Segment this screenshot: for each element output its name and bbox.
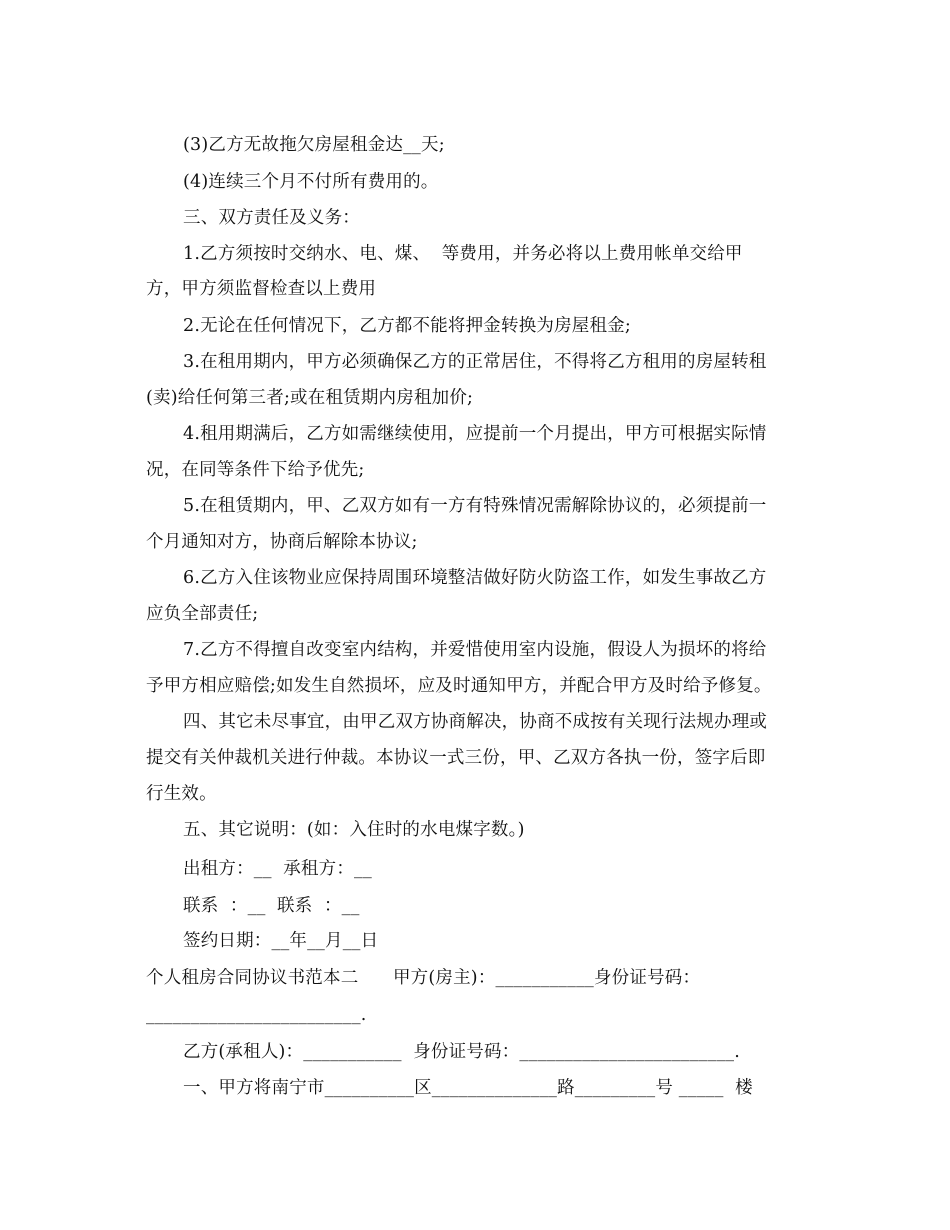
section-4-line-2: 提交有关仲裁机关进行仲裁。本协议一式三份，甲、乙双方各执一份，签字后即	[146, 748, 766, 768]
address-line: 一、甲方将南宁市__________区______________路_________号 _____ 楼	[183, 1078, 753, 1098]
duty-1-line-2: 方，甲方须监督检查以上费用	[146, 279, 377, 299]
contact-line: 联系 ：__ 联系 ：__	[183, 896, 360, 916]
duty-7-line-1: 7.乙方不得擅自改变室内结构，并爱惜使用室内设施，假设人为损坏的将给	[183, 640, 767, 660]
duty-5-line-1: 5.在租赁期内，甲、乙双方如有一方有特殊情况需解除协议的，必须提前一	[183, 496, 767, 516]
duty-7-line-2: 予甲方相应赔偿;如发生自然损坏，应及时通知甲方，并配合甲方及时给予修复。	[146, 676, 772, 696]
section-4-line-3: 行生效。	[146, 784, 217, 804]
section-5: 五、其它说明：(如：入住时的水电煤字数。)	[183, 820, 525, 840]
duty-1-line-1: 1.乙方须按时交纳水、电、煤、 等费用，并务必将以上费用帐单交给甲	[183, 244, 743, 264]
section-4-line-1: 四、其它未尽事宜，由甲乙双方协商解决，协商不成按有关现行法规办理或	[183, 712, 768, 732]
parties-line: 出租方：__ 承租方：__	[183, 859, 372, 879]
duty-2: 2.无论在任何情况下，乙方都不能将押金转换为房屋租金;	[183, 316, 631, 336]
duty-5-line-2: 个月通知对方，协商后解除本协议;	[146, 532, 418, 552]
duty-6-line-2: 应负全部责任;	[146, 604, 259, 624]
duty-3-line-1: 3.在租用期内，甲方必须确保乙方的正常居住，不得将乙方租用的房屋转租	[183, 352, 767, 372]
duty-4-line-2: 况，在同等条件下给予优先;	[146, 460, 365, 480]
section-heading-3: 三、双方责任及义务：	[183, 208, 360, 228]
duty-3-line-2: (卖)给任何第三者;或在租赁期内房租加价;	[146, 388, 474, 408]
template-2-heading: 个人租房合同协议书范本二 甲方(房主)：___________身份证号码：	[146, 968, 701, 988]
duty-6-line-1: 6.乙方入住该物业应保持周围环境整洁做好防火防盗工作，如发生事故乙方	[183, 568, 767, 588]
clause-4: (4)连续三个月不付所有费用的。	[183, 172, 439, 192]
tenant-line: 乙方(承租人)：___________ 身份证号码：________________________.	[183, 1042, 740, 1062]
landlord-id-blank: ________________________.	[146, 1005, 367, 1025]
clause-3: (3)乙方无故拖欠房屋租金达__天;	[183, 135, 445, 155]
sign-date-line: 签约日期：__年__月__日	[183, 931, 379, 951]
duty-4-line-1: 4.租用期满后，乙方如需继续使用，应提前一个月提出，甲方可根据实际情	[183, 424, 767, 444]
